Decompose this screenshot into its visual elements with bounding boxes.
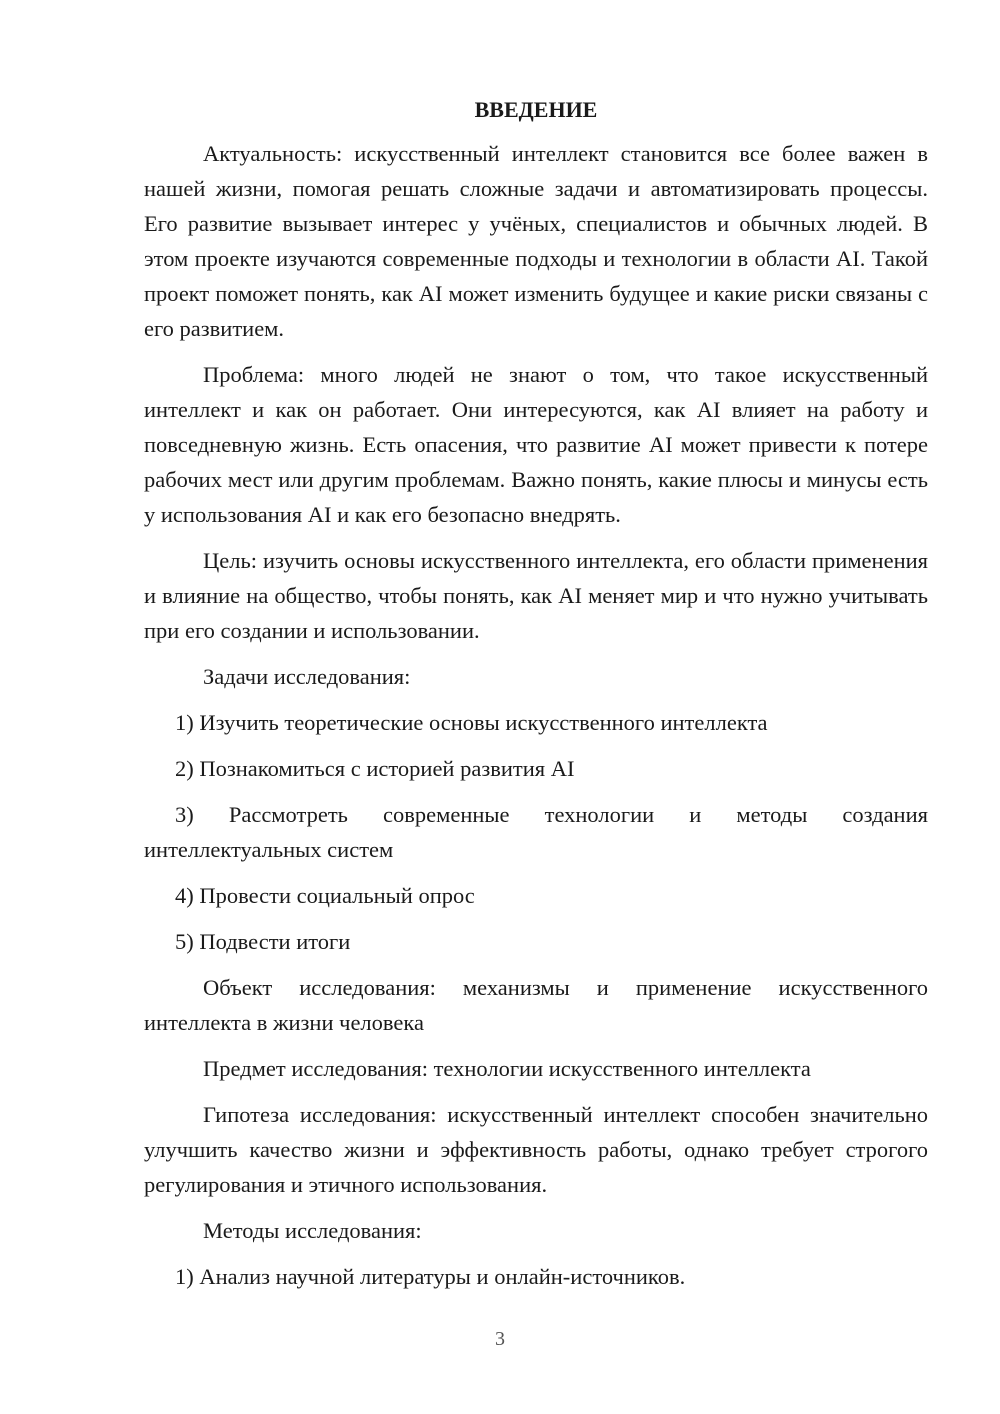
- hypothesis-paragraph: Гипотеза исследования: искусственный интеллект способен значительно улучшить качество жизни и эффективность работы, однако требует строгого регулирования и этичного использования.: [144, 1102, 928, 1197]
- task-item: 2) Познакомиться с историей развития AI: [175, 756, 575, 781]
- goal-paragraph: Цель: изучить основы искусственного интеллекта, его области применения и влияние на общество, чтобы понять, как AI меняет мир и что нужно учитывать при его создании и использовании.: [144, 548, 928, 643]
- methods-heading: Методы исследования:: [203, 1218, 422, 1243]
- subject-paragraph: Предмет исследования: технологии искусственного интеллекта: [203, 1056, 811, 1081]
- document-body: [144, 92, 928, 1305]
- method-item: 1) Анализ научной литературы и онлайн-источников.: [175, 1264, 686, 1289]
- task-item: 5) Подвести итоги: [175, 929, 351, 954]
- task-item: 3) Рассмотреть современные технологии и методы создания интеллектуальных систем: [144, 802, 928, 862]
- page-number: 3: [495, 1328, 505, 1350]
- section-title: ВВЕДЕНИЕ: [474, 97, 598, 122]
- task-item: 1) Изучить теоретические основы искусственного интеллекта: [175, 710, 768, 735]
- task-item: 4) Провести социальный опрос: [175, 883, 475, 908]
- relevance-paragraph: Актуальность: искусственный интеллект становится все более важен в нашей жизни, помогая решать сложные задачи и автоматизировать процессы. Его развитие вызывает интерес у учёных, специалистов и обычных людей. В этом проекте изучаются современные подходы и технологии в области AI. Такой проект поможет понять, как AI может изменить будущее и какие риски связаны с его развитием.: [144, 141, 928, 341]
- object-paragraph: Объект исследования: механизмы и применение искусственного интеллекта в жизни человека: [144, 975, 928, 1035]
- problem-paragraph: Проблема: много людей не знают о том, что такое искусственный интеллект и как он работает. Они интересуются, как AI влияет на работу и повседневную жизнь. Есть опасения, что развитие AI может привести к потере рабочих мест или другим проблемам. Важно понять, какие плюсы и минусы есть у использования AI и как его безопасно внедрять.: [144, 362, 928, 527]
- tasks-heading: Задачи исследования:: [203, 664, 411, 689]
